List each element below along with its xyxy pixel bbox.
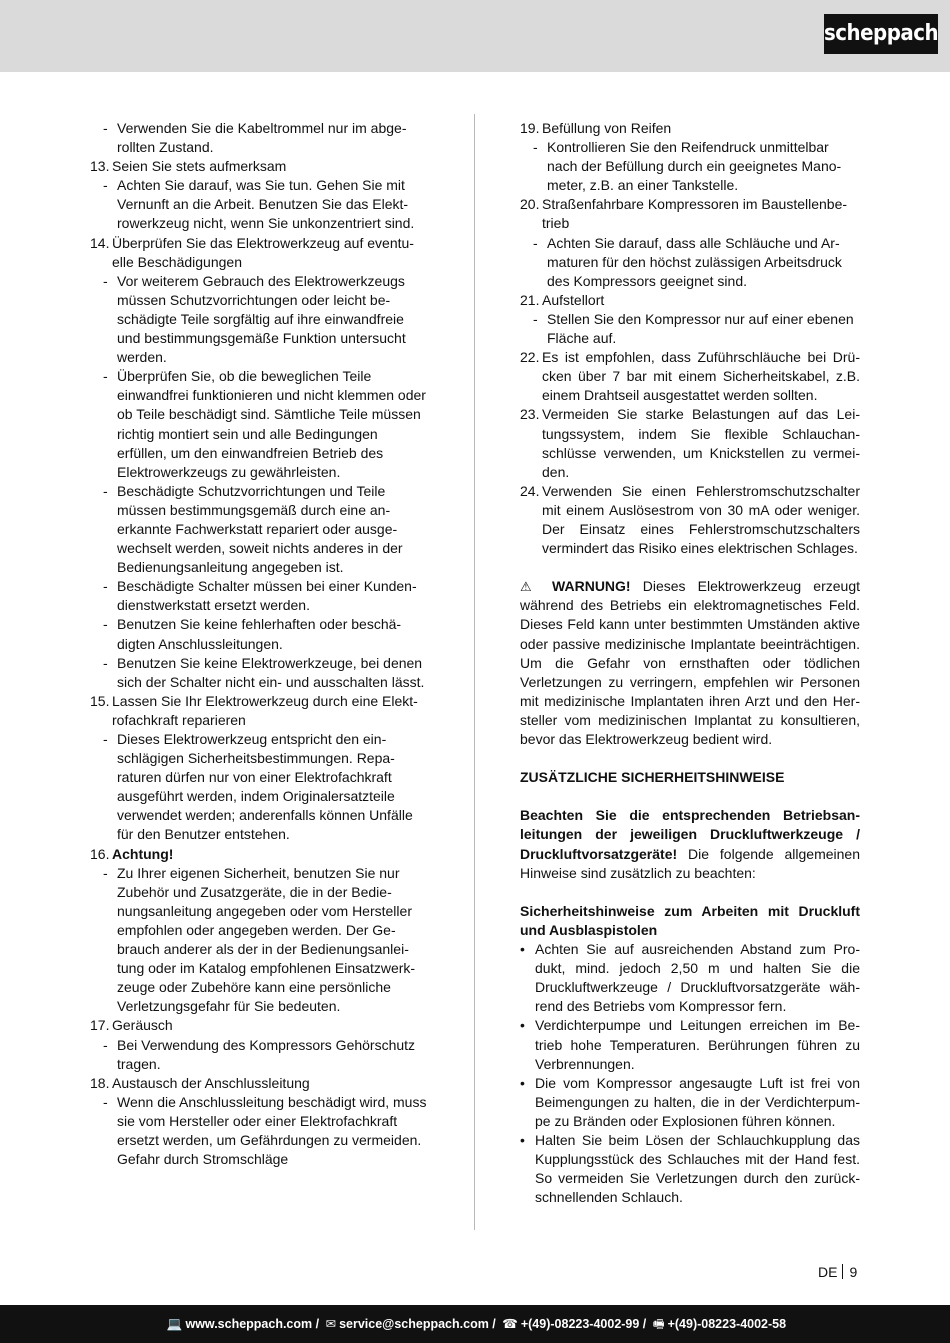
email-link[interactable]: service@scheppach.com / xyxy=(339,1317,496,1331)
intro-paragraph: Beachten Sie die entsprechenden Betriebsanleitungen der jeweiligen Druckluftwerkzeuge / Druckluftvorsatzgeräte! Die folgende allgemeinen Hinweise sind zusätzlich zu beachten: xyxy=(520,807,860,881)
list-item: - Bei Verwendung des Kompressors Gehörschutz tragen. xyxy=(103,1036,416,1072)
list-item: 13. Seien Sie stets aufmerksam xyxy=(90,158,287,175)
list-item: 21. Aufstellort xyxy=(520,291,605,308)
list-item: 15. Lassen Sie Ihr Elektrowerkzeug durch eine Elektrofachkraft reparieren xyxy=(90,692,418,728)
list-item: 23. Vermeiden Sie starke Belastungen auf das Leitungssystem, indem Sie flexible Schlauchanschlüsse verwenden, um Knickstellen zu vermeiden. xyxy=(520,406,860,480)
list-item: • Halten Sie beim Lösen der Schlauchkupplung das Kupplungsstück des Schlauches mit der Hand fest. So vermeiden Sie Verletzungen durch den zurückschnellenden Schlauch. xyxy=(520,1131,860,1206)
list-item: - Beschädigte Schalter müssen bei einer Kundendienstwerkstatt ersetzt werden. xyxy=(103,578,417,614)
computer-icon: 💻 xyxy=(166,1317,183,1331)
list-item: 18. Austausch der Anschlussleitung xyxy=(90,1074,310,1091)
list-item: - Benutzen Sie keine Elektrowerkzeuge, bei denen sich der Schalter nicht ein- und ausschalten lässt. xyxy=(103,654,425,690)
fax-number: +(49)-08223-4002-58 xyxy=(667,1317,787,1331)
list-item: - Benutzen Sie keine fehlerhaften oder beschädigten Anschlussleitungen. xyxy=(103,616,402,652)
scheppach-logo: scheppach xyxy=(824,14,938,54)
column-divider xyxy=(474,114,475,1230)
warning-paragraph: ⚠ WARNUNG! Dieses Elektrowerkzeug erzeugt während des Betriebs ein elektromagnetisches Feld. Dieses Feld kann unter bestimmten Umständen aktive oder passive medizinische Implantate beeinträchtigen. Um die Gefahr von ernsthaften oder tödlichen Verletzungen zu verringern, empfehlen wir Personen mit medizinische Implantaten ihren Arzt und den Hersteller vom medizinischen Implantat zu konsultieren, bevor das Elektrowerkzeug bedient wird. xyxy=(520,578,860,747)
list-item: - Dieses Elektrowerkzeug entspricht den einschlägigen Sicherheitsbestimmungen. Reparaturen dürfen nur von einer Elektrofachkraft ausgeführt werden, indem Originalersatzteile verwendet werden; anderenfalls können Unfälle für den Benutzer entstehen. xyxy=(103,731,413,843)
list-item: • Die vom Kompressor angesaugte Luft ist frei von Beimengungen zu halten, die in der Verdichterpumpe zu Bränden oder Explosionen führen können. xyxy=(520,1074,860,1129)
phone-number: +(49)-08223-4002-99 / xyxy=(520,1317,647,1331)
phone-icon: ☎ xyxy=(502,1317,518,1331)
list-item: - Achten Sie darauf, was Sie tun. Gehen Sie mit Vernunft an die Arbeit. Benutzen Sie das Elektrowerkzeug nicht, wenn Sie unkonzentriert sind. xyxy=(103,177,415,232)
list-item: 17. Geräusch xyxy=(90,1017,173,1034)
website-link[interactable]: www.scheppach.com / xyxy=(185,1317,320,1331)
list-item: - Beschädigte Schutzvorrichtungen und Teile müssen bestimmungsgemäß durch eine anerkannte Fachwerkstatt repariert oder ausgewechselt werden, soweit nichts anderes in der Bedienungsanleitung angegeben ist. xyxy=(103,482,403,576)
section-heading: ZUSÄTZLICHE SICHERHEITSHINWEISE xyxy=(520,769,785,786)
header-band xyxy=(0,0,950,72)
warning-icon: ⚠ xyxy=(520,579,540,595)
page-number: DE 9 xyxy=(818,1264,858,1280)
list-item: - Stellen Sie den Kompressor nur auf einer ebenen Fläche auf. xyxy=(533,310,854,347)
list-item: 24. Verwenden Sie einen Fehlerstromschutzschalter mit einem Auslösestrom von 30 mA oder weniger. Der Einsatz eines Fehlerstromschutzschalters vermindert das Risiko eines elektrischen Schlages. xyxy=(520,482,860,557)
list-item: - Verwenden Sie die Kabeltrommel nur im abge- rollten Zustand. xyxy=(103,120,407,156)
mail-icon: ✉ xyxy=(325,1317,337,1331)
list-item: 20. Straßenfahrbare Kompressoren im Baustellenbetrieb xyxy=(520,196,848,232)
list-item: 19. Befüllung von Reifen xyxy=(520,120,672,136)
list-item: - Achten Sie darauf, dass alle Schläuche und Armaturen für den höchst zulässigen Arbeitsdruck des Kompressors geeignet sind. xyxy=(533,234,842,289)
list-item: • Verdichterpumpe und Leitungen erreichen im Betrieb hohe Temperaturen. Berührungen führen zu Verbrennungen. xyxy=(520,1017,860,1072)
left-column xyxy=(90,119,430,1169)
list-item: - Überprüfen Sie, ob die beweglichen Teile einwandfrei funktionieren und nicht klemmen oder ob Teile beschädigt sind. Sämtliche Teile müssen richtig montiert sein und alle Bedingungen erfüllen, um den einwandfreien Betrieb des Elektrowerkzeugs zu gewährleisten. xyxy=(103,368,426,480)
sub-heading: Sicherheitshinweise zum Arbeiten mit Druckluft und Ausblaspistolen xyxy=(520,902,860,938)
list-item: - Vor weiterem Gebrauch des Elektrowerkzeugs müssen Schutzvorrichtungen oder leicht beschädigte Teile sorgfältig auf ihre einwandfreie und bestimmungsgemäße Funktion untersucht werden. xyxy=(103,272,406,366)
list-item: 16. Achtung! xyxy=(90,845,174,862)
fax-icon: 🖷 xyxy=(652,1317,665,1331)
list-item: - Zu Ihrer eigenen Sicherheit, benutzen Sie nur Zubehör und Zusatzgeräte, die in der Bedienungsanleitung angegeben oder vom Hersteller empfohlen oder angegeben werden. Der Gebrauch anderer als der in der Bedienungsanleitung oder im Katalog empfohlenen Einsatzwerkzeuge oder Zubehöre kann eine persönliche Verletzungsgefahr für Sie bedeuten. xyxy=(103,864,416,1015)
list-item: - Kontrollieren Sie den Reifendruck unmittelbar nach der Befüllung durch ein geeignetes Manometer, z.B. an einer Tankstelle. xyxy=(533,139,842,194)
footer-bar xyxy=(0,1305,950,1343)
right-column xyxy=(520,119,860,1207)
list-item: 14. Überprüfen Sie das Elektrowerkzeug auf eventuelle Beschädigungen xyxy=(90,234,414,270)
list-item: 22. Es ist empfohlen, dass Zuführschläuche bei Drücken über 7 bar mit einem Sicherheitskabel, z.B. einem Drahtseil ausgestattet werden sollten. xyxy=(520,349,860,404)
list-item: • Achten Sie auf ausreichenden Abstand zum Produkt, mind. jedoch 2,50 m und halten Sie die Druckluftwerkzeuge / Druckluftvorsatzgeräte während des Betriebs vom Kompressor fern. xyxy=(520,941,860,1015)
list-item: - Wenn die Anschlussleitung beschädigt wird, muss sie vom Hersteller oder einer Elektrofachkraft ersetzt werden, um Gefährdungen zu vermeiden. Gefahr durch Stromschläge xyxy=(103,1093,427,1168)
